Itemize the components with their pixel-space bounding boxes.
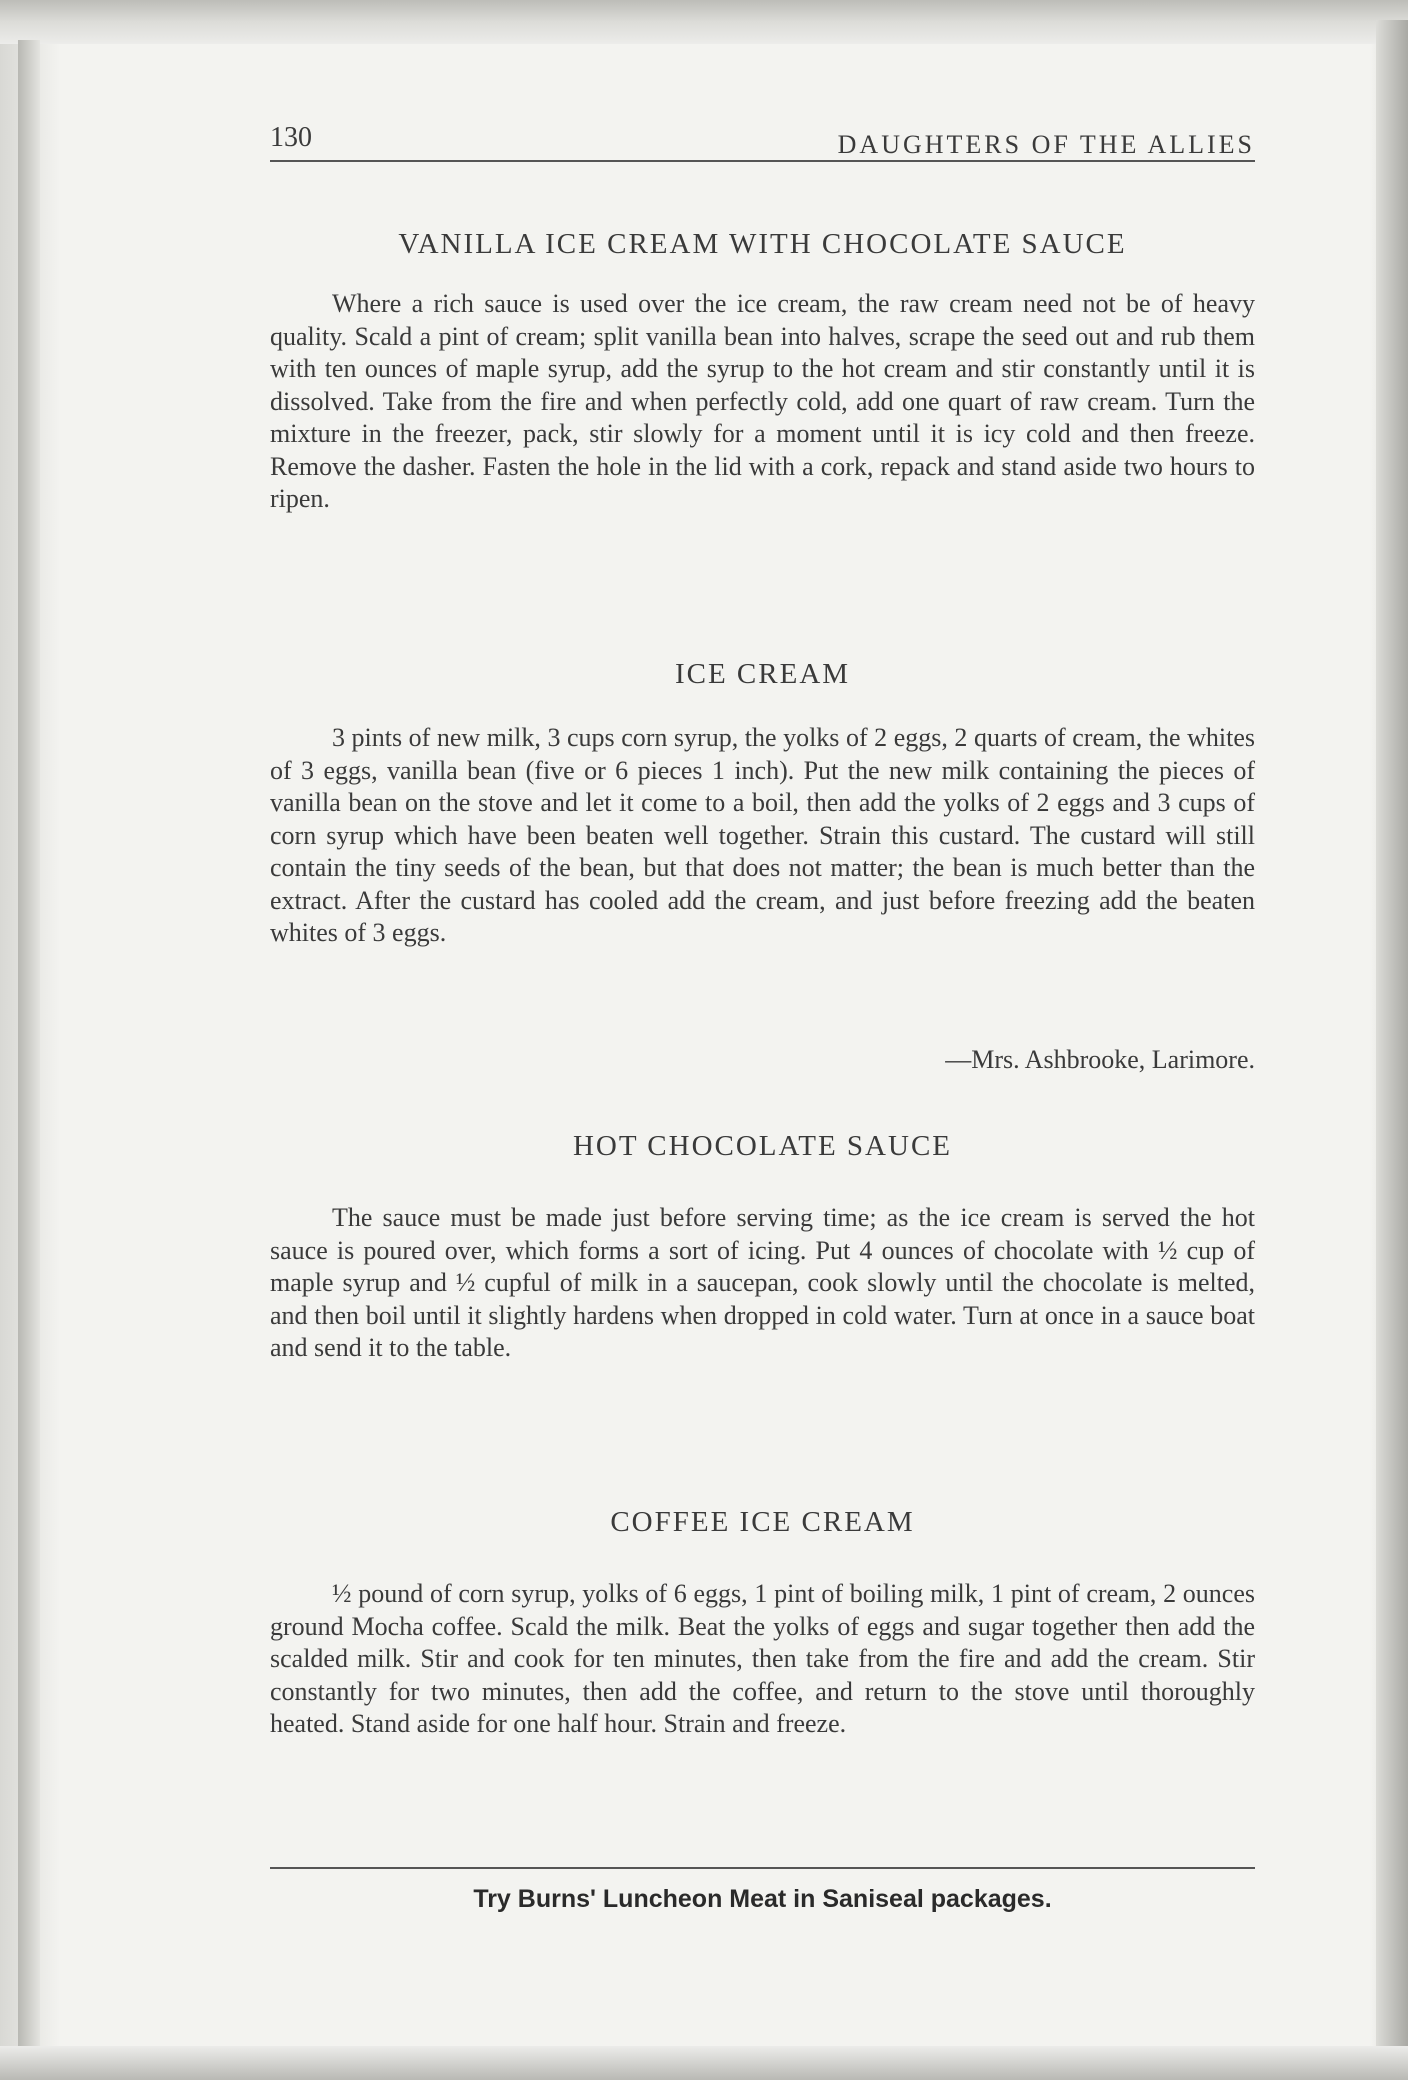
- footer-divider: [270, 1867, 1255, 1869]
- footer-advertisement: Try Burns' Luncheon Meat in Saniseal packages.: [473, 1885, 1052, 1913]
- recipe-title-hot-chocolate-sauce: HOT CHOCOLATE SAUCE: [572, 1130, 953, 1162]
- book-right-edge: [1376, 20, 1408, 2080]
- running-title: DAUGHTERS OF THE ALLIES: [837, 130, 1255, 159]
- recipe-title-ice-cream: ICE CREAM: [674, 658, 851, 690]
- recipe-attribution: —Mrs. Ashbrooke, Larimore.: [945, 1045, 1255, 1074]
- recipe-body-vanilla-ice-cream: Where a rich sauce is used over the ice cream, the raw cream need not be of heavy quality. Scald a pint of cream; split vanilla bean into halves, scrape the seed out and rub them with ten ounces of maple syrup, add the syrup to the hot cream and stir constantly until it is dissolved. Take from the fire and when perfectly cold, add one quart of raw cream. Turn the mixture in the freezer, pack, stir slowly for a moment until it is icy cold and then freeze. Remove the dasher. Fasten the hole in the lid with a cork, repack and stand aside two hours to ripen.: [270, 289, 1255, 513]
- page-number: 130: [270, 122, 312, 153]
- book-left-edge: [18, 40, 40, 2070]
- book-bottom-edge: [0, 2046, 1408, 2080]
- book-top-edge: [0, 0, 1408, 44]
- recipe-title-coffee-ice-cream: COFFEE ICE CREAM: [610, 1506, 915, 1538]
- recipe-body-hot-chocolate-sauce: The sauce must be made just before serving time; as the ice cream is served the hot sauce is poured over, which forms a sort of icing. Put 4 ounces of chocolate with ½ cup of maple syrup and ½ cupful of milk in a saucepan, cook slowly until the chocolate is melted, and then boil until it slightly hardens when dropped in cold water. Turn at once in a sauce boat and send it to the table.: [270, 1203, 1255, 1362]
- recipe-body-ice-cream: 3 pints of new milk, 3 cups corn syrup, the yolks of 2 eggs, 2 quarts of cream, the whites of 3 eggs, vanilla bean (five or 6 pieces 1 inch). Put the new milk containing the pieces of vanilla bean on the stove and let it come to a boil, then add the yolks of 2 eggs and 3 cups of corn syrup which have been beaten well together. Strain this custard. The custard will still contain the tiny seeds of the bean, but that does not matter; the bean is much better than the extract. After the custard has cooled add the cream, and just before freezing add the beaten whites of 3 eggs.: [270, 723, 1255, 947]
- running-head: [270, 110, 1255, 162]
- book-page: [270, 110, 1255, 2010]
- recipe-title-vanilla-ice-cream: VANILLA ICE CREAM WITH CHOCOLATE SAUCE: [398, 228, 1127, 260]
- recipe-body-coffee-ice-cream: ½ pound of corn syrup, yolks of 6 eggs, 1 pint of boiling milk, 1 pint of cream, 2 ounces ground Mocha coffee. Scald the milk. Beat the yolks of eggs and sugar together then add the scalded milk. Stir and cook for ten minutes, then take from the fire and add the cream. Stir constantly for two minutes, then add the coffee, and return to the stove until thoroughly heated. Stand aside for one half hour. Strain and freeze.: [270, 1579, 1255, 1738]
